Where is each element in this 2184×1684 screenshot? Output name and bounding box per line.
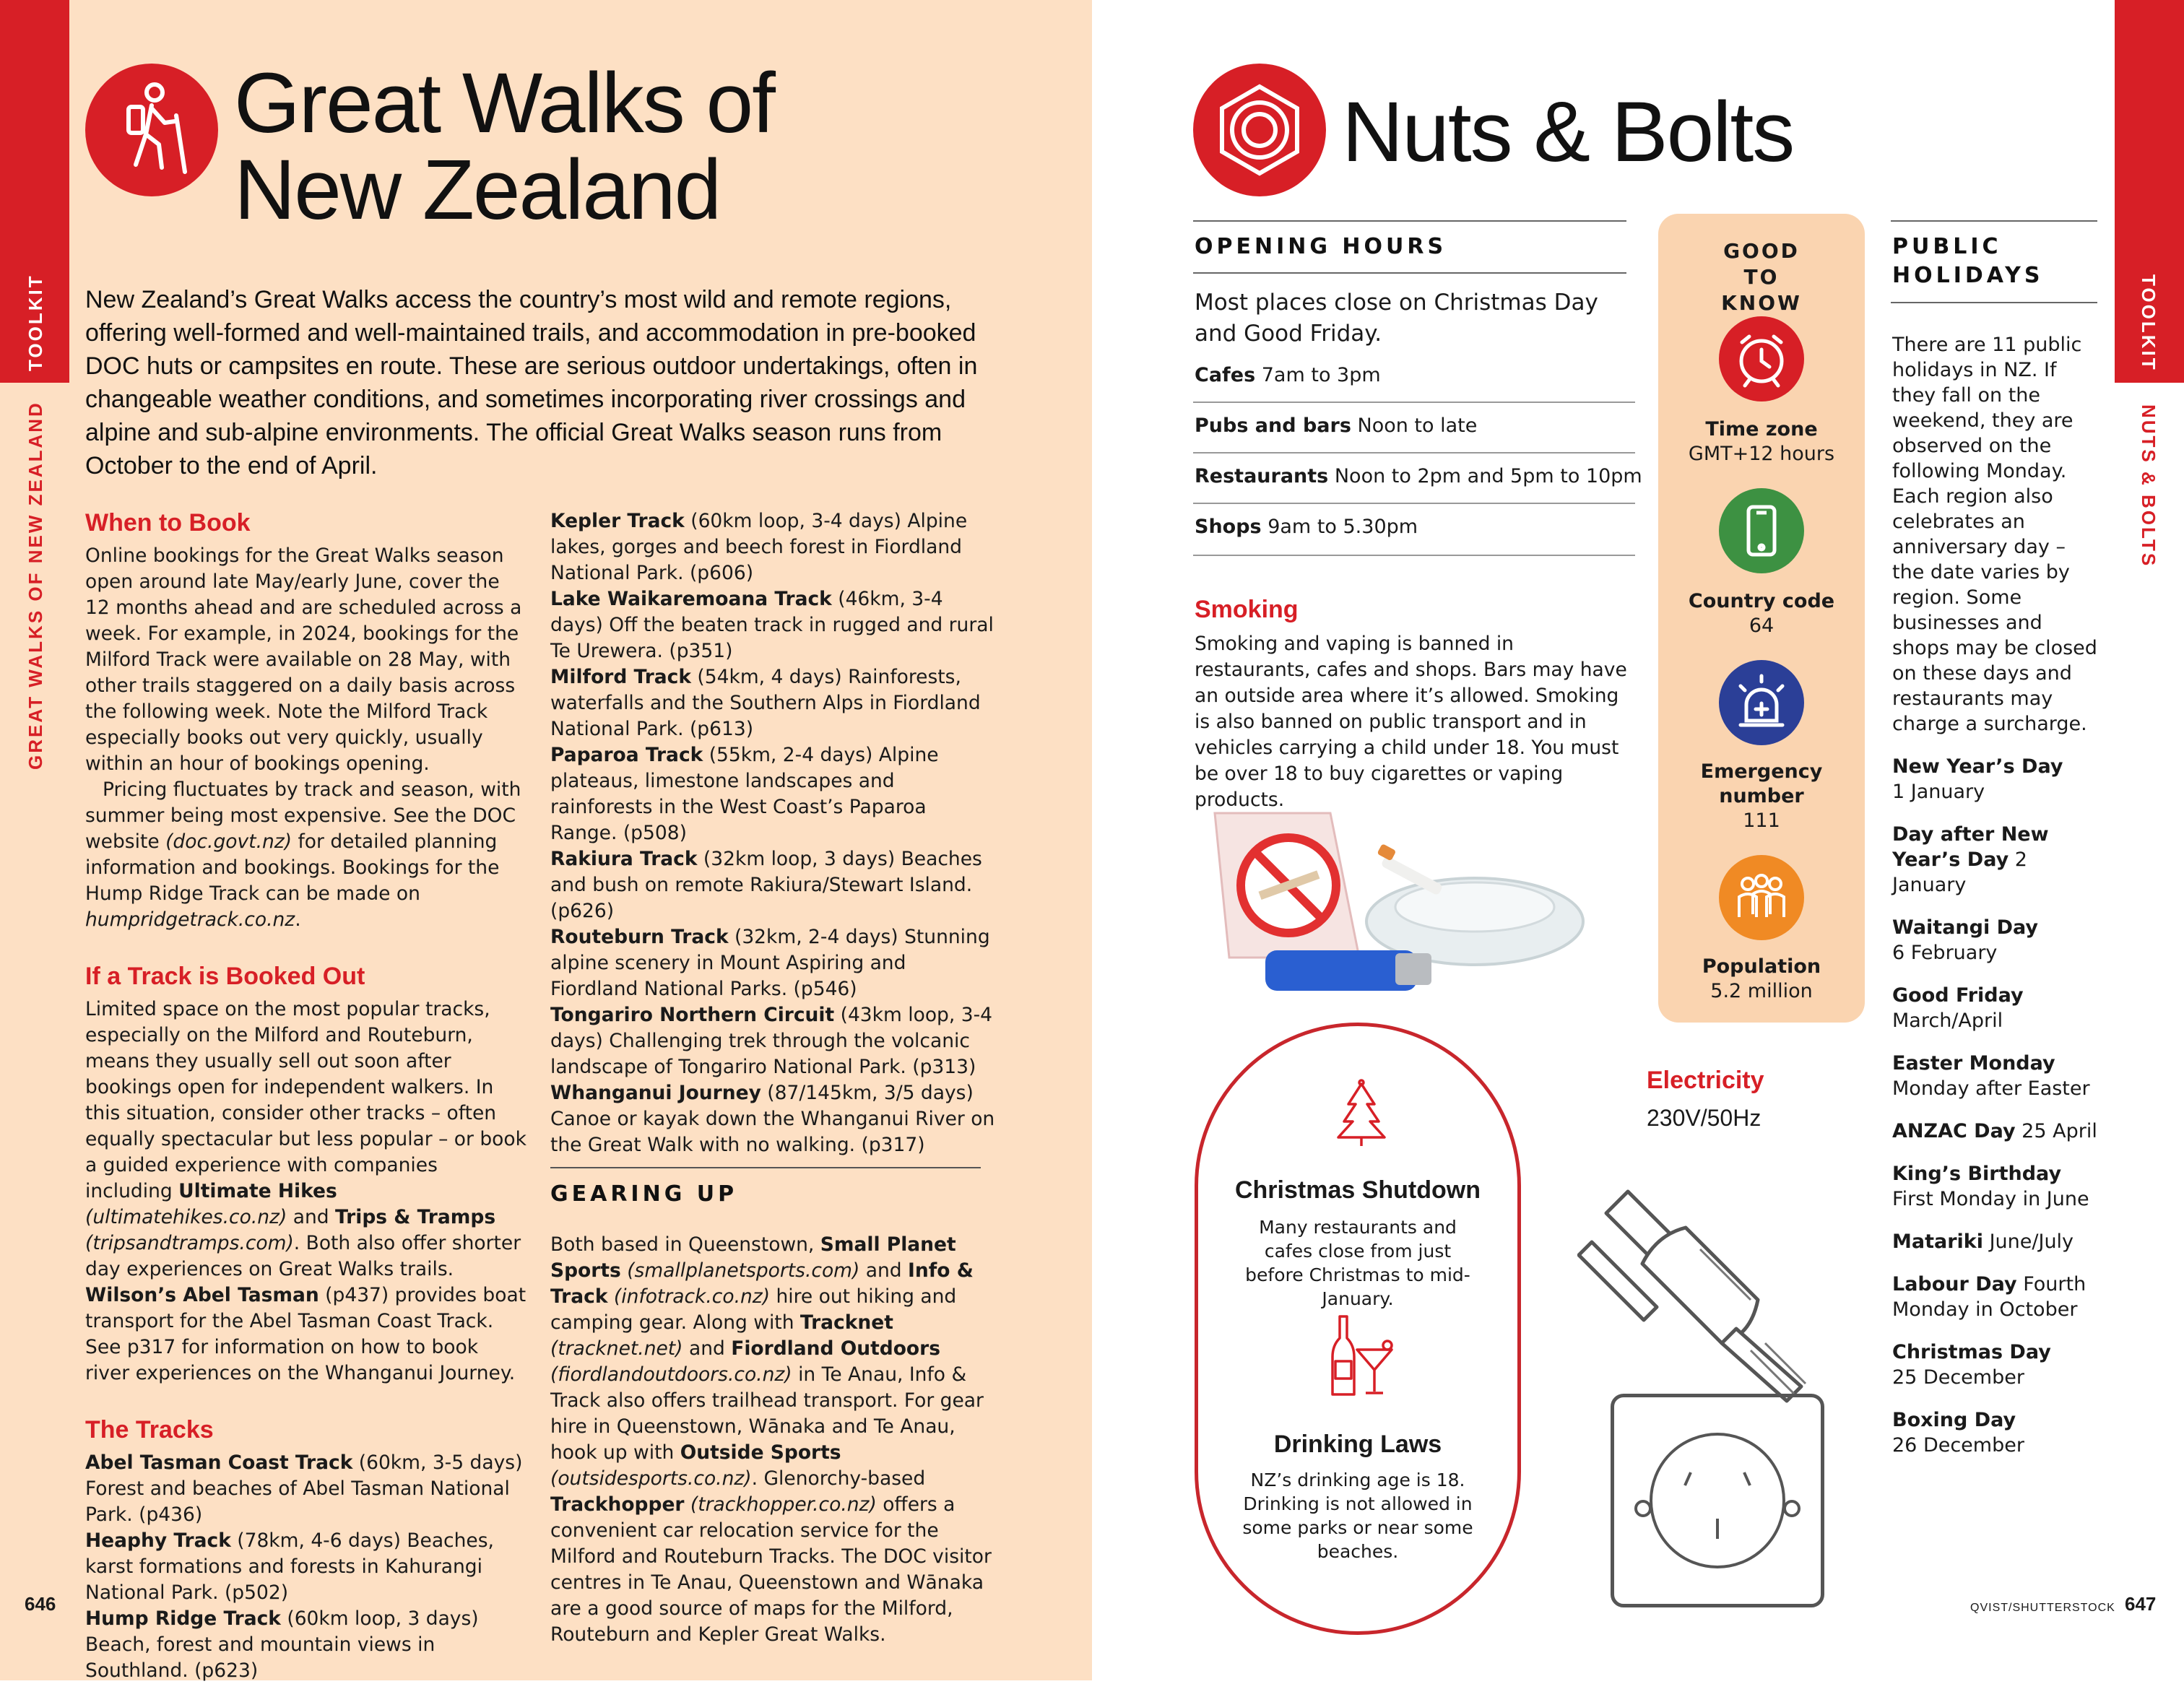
time-zone-item: Time zone GMT+12 hours [1688,418,1835,465]
people-icon [1719,855,1804,940]
tracknet-link[interactable]: (tracknet.net) [550,1337,683,1360]
holiday-item: Matariki June/July [1892,1231,2074,1253]
when-paragraph-1: Online bookings for the Great Walks season open around late May/early June, cover the 12 months ahead and are scheduled across a week. For example, in 2024, bookings for the Milford Track were available on 28 May, with other trails staggered on a daily basis across the following week. Note the Milford Track especially books out very quickly, usually within an hour of bookings opening. [85,544,522,775]
hours-divider [1193,503,1635,504]
opening-hours-heading: OPENING HOURS [1195,234,1447,259]
holiday-item: New Year’s Day 1 January [1892,755,2063,803]
drinking-laws-text: NZ’s drinking age is 18. Drinking is not allowed in some parks or near some beaches. [1242,1470,1473,1562]
infotrack-link[interactable]: (infotrack.co.nz) [607,1285,771,1308]
holiday-item: King’s Birthday First Monday in June [1892,1163,2089,1210]
wine-glass-icon [1325,1309,1395,1402]
page-number-left: 646 [25,1593,56,1615]
hours-divider [1193,402,1635,403]
no-smoking-photo [1200,791,1598,1008]
holiday-item: Easter Monday Monday after Easter [1892,1052,2090,1100]
page-number-right: 647 [2125,1593,2157,1615]
gearing-rule [550,1167,981,1168]
public-holidays-list [1892,332,2103,1475]
hours-divider [1193,555,1635,556]
hours-row: Cafes 7am to 3pm [1195,364,1381,386]
holiday-item: Labour Day Fourth Monday in October [1892,1273,2086,1321]
left-column-2 [550,508,998,1158]
alarm-clock-icon [1719,316,1804,402]
smallplanet-link[interactable]: (smallplanetsports.com) [620,1259,860,1282]
plug-icon [1577,1148,1852,1412]
left-page [0,0,1092,1680]
section-side-label: GREAT WALKS OF NEW ZEALAND [25,401,46,770]
trackhopper-link[interactable]: (trackhopper.co.nz) [684,1493,877,1516]
holidays-rule-mid [1891,302,2097,303]
good-to-know-panel [1658,214,1865,1023]
holiday-item: Christmas Day 25 December [1892,1341,2051,1389]
country-code-item: Country code 64 [1688,590,1835,637]
phone-icon [1719,488,1804,573]
hours-row: Shops 9am to 5.30pm [1195,516,1418,538]
humpridge-link[interactable]: humpridgetrack.co.nz [85,908,295,931]
toolkit-tab-label: TOOLKIT [25,274,46,371]
drinking-laws-title: Drinking Laws [1273,1431,1442,1458]
left-column-1 [85,508,527,1684]
track-item: Routeburn Track (32km, 2-4 days) Stunning alpine scenery in Mount Aspiring and Fiordland National Parks. (p546) [550,926,990,1000]
holiday-item: ANZAC Day 25 April [1892,1120,2097,1142]
population-item: Population 5.2 million [1702,955,1821,1002]
holiday-item: Waitangi Day 6 February [1892,916,2039,964]
outsidesports-link[interactable]: (outsidesports.co.nz) [550,1467,752,1490]
when-to-book-heading: When to Book [85,509,251,537]
track-item: Whanganui Journey (87/145km, 3/5 days) Canoe or kayak down the Whanganui River on the Great Walk with no walking. (p317) [550,1082,995,1156]
electricity-value: 230V/50Hz [1647,1105,1762,1131]
section-side-label-right: NUTS & BOLTS [2138,404,2159,568]
ultimatehikes-link[interactable]: (ultimatehikes.co.nz) [85,1206,287,1228]
smoking-paragraph: Smoking and vaping is banned in restaurants, cafes and shops. Bars may have an outside area where it’s allowed. Smoking is also banned on public transport and in vehicles carrying a child under 18. You must be over 18 to buy cigarettes or vaping products. [1195,633,1627,811]
track-item: Lake Waikaremoana Track (46km, 3-4 days) Off the beaten track in rugged and rural Te Urewera. (p351) [550,588,994,662]
tracks-heading: The Tracks [85,1416,214,1444]
booked-out-paragraph: Limited space on the most popular tracks, especially on the Milford and Routeburn, means they usually sell out soon after bookings open for independent walkers. In this situation, consider other tracks – often equally spectacular but less popular – or book a guided experience with companies including Ultimate Hikes (ultimatehikes.co.nz) and Trips & Tramps (tripsandtramps.com). Both also offer shorter day experiences on Great Walks trails. Wilson’s Abel Tasman (p437) provides boat transport for the Abel Tasman Coast Track. See p317 for information on how to book river experiences on the Whanganui Journey. [85,998,526,1384]
page-title-line1: Great Walks of [234,56,774,151]
track-item: Rakiura Track (32km loop, 3 days) Beaches and bush on remote Rakiura/Stewart Island. (p626) [550,848,982,922]
gearing-up-heading: GEARING UP [550,1181,738,1207]
page-title: Nuts & Bolts [1342,84,1794,180]
right-page [1092,0,2184,1680]
christmas-shutdown-title: Christmas Shutdown [1234,1176,1481,1204]
emergency-number-item: Emergency number 111 [1700,760,1823,832]
opening-rule-top [1193,220,1626,222]
track-item: Milford Track (54km, 4 days) Rainforests, waterfalls and the Southern Alps in Fiordland National Park. (p613) [550,666,981,740]
toolkit-tab-right-label: TOOLKIT [2138,274,2159,372]
intro-paragraph: New Zealand’s Great Walks access the country’s most wild and remote regions, offering well-formed and well-maintained trails, and accommodation in pre-booked DOC huts or campsites en route. These are serious outdoor undertakings, often in changeable weather conditions, and sometimes incorporating river crossings and alpine and sub-alpine environments. The official Great Walks season runs from October to the end of April. [85,286,978,479]
holidays-rule-top [1891,220,2097,222]
hours-divider [1193,452,1635,453]
booked-out-heading: If a Track is Booked Out [85,963,365,990]
gearing-up-paragraph: Both based in Queenstown, Small Planet Sports (smallplanetsports.com) and Info & Track (infotrack.co.nz) hire out hiking and camping gear. Along with Tracknet (tracknet.net) and Fiordland Outdoors (fiordlandoutdoors.co.nz) in Te Anau, Info & Track also offers trailhead transport. For gear hire in Queenstown, Wānaka and Te Anau, hook up with Outside Sports (outsidesports.co.nz). Glenorchy-based Trackhopper (trackhopper.co.nz) offers a convenient car relocation service for the Milford and Routeburn Tracks. The DOC visitor centres in Te Anau, Queenstown and Wānaka are a good source of maps for the Milford, Routeburn and Kepler Great Walks. [550,1233,992,1646]
public-holidays-heading: PUBLIC HOLIDAYS [1892,234,2044,288]
when-paragraph-2: Pricing fluctuates by track and season, with summer being most expensive. See the DOC website (doc.govt.nz) for detailed planning information and bookings. Bookings for the Hump Ridge Track can be made on humpridgetrack.co.nz. [85,778,521,931]
electricity-heading: Electricity [1647,1067,1764,1094]
holidays-intro: There are 11 public holidays in NZ. If they fall on the weekend, they are observed on the following Monday. Each region also celebrates an anniversary day – the date varies by region. Some businesses and shops may be closed on these days and restaurants may charge a surcharge. [1892,334,2097,735]
opening-hours-intro: Most places close on Christmas Day and Good Friday. [1195,290,1598,347]
holiday-item: Boxing Day 26 December [1892,1409,2024,1457]
power-socket-icon [1611,1394,1824,1607]
track-item: Abel Tasman Coast Track (60km, 3-5 days) Forest and beaches of Abel Tasman National Park. (p436) [85,1451,523,1526]
good-to-know-heading: GOOD TO KNOW [1721,239,1802,315]
christmas-tree-icon [1332,1078,1390,1151]
track-item: Tongariro Northern Circuit (43km loop, 3-4 days) Challenging trek through the volcanic landscape of Tongariro National Park. (p313) [550,1004,992,1078]
smoking-heading: Smoking [1195,596,1299,623]
tripsandtramps-link[interactable]: (tripsandtramps.com) [85,1232,294,1254]
siren-icon [1719,660,1804,745]
photo-credit: QVIST/SHUTTERSTOCK [1970,1602,2115,1614]
holiday-item: Good Friday March/April [1892,984,2024,1032]
track-item: Heaphy Track (78km, 4-6 days) Beaches, karst formations and forests in Kahurangi National Park. (p502) [85,1529,494,1604]
hiker-icon [85,64,218,196]
track-item: Hump Ridge Track (60km loop, 3 days) Beach, forest and mountain views in Southland. (p623) [85,1607,479,1682]
opening-rule-mid [1193,272,1626,274]
hours-row: Pubs and bars Noon to late [1195,415,1478,437]
holiday-item: Day after New Year’s Day 2 January [1892,823,2049,896]
doc-website-link[interactable]: (doc.govt.nz) [165,830,292,853]
nut-icon [1193,64,1326,196]
christmas-drinking-panel [1195,1023,1521,1635]
hours-row: Restaurants Noon to 2pm and 5pm to 10pm [1195,465,1642,487]
page-title-line2: New Zealand [234,142,721,238]
track-item: Kepler Track (60km loop, 3-4 days) Alpine lakes, gorges and beech forest in Fiordland National Park. (p606) [550,510,968,584]
track-item: Paparoa Track (55km, 2-4 days) Alpine plateaus, limestone landscapes and rainforests in the West Coast’s Paparoa Range. (p508) [550,744,939,844]
christmas-shutdown-text: Many restaurants and cafes close from just before Christmas to mid-January. [1245,1217,1470,1309]
fiordland-link[interactable]: (fiordlandoutdoors.co.nz) [550,1363,792,1386]
